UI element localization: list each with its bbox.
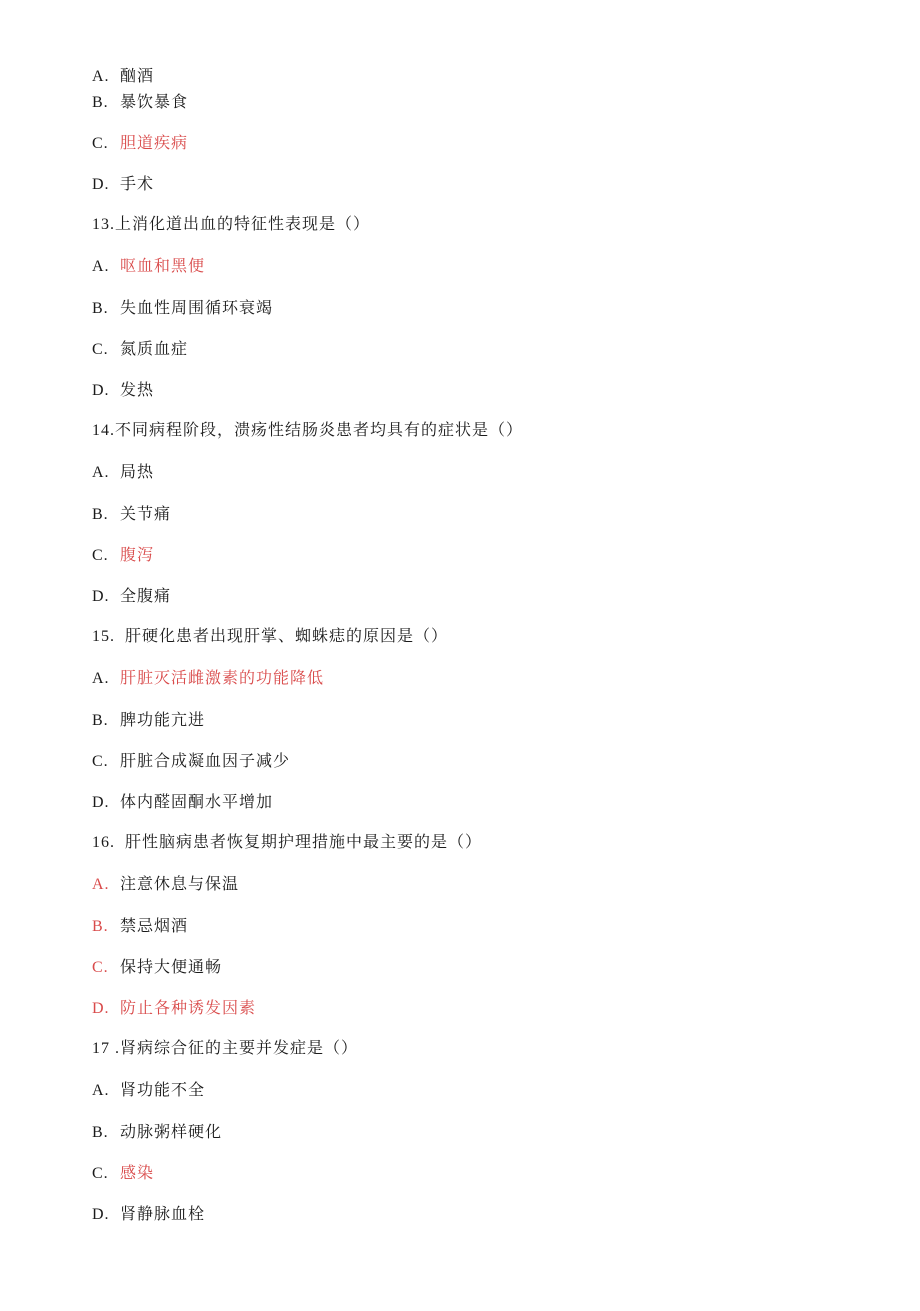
option-text: 动脉粥样硬化	[120, 1122, 223, 1141]
q16-option-a	[92, 874, 239, 895]
q15-option-d	[92, 792, 273, 813]
option-text: 酗酒	[120, 66, 155, 85]
option-label: A.	[92, 258, 110, 275]
option-text: 手术	[120, 174, 155, 193]
option-label: B.	[92, 712, 109, 729]
option-text-answer: 肝脏灭活雌激素的功能降低	[120, 668, 325, 687]
option-label: D.	[92, 382, 110, 399]
q12-option-b	[92, 92, 188, 113]
option-label-answer: C.	[92, 959, 109, 976]
q12-option-d	[92, 174, 154, 195]
option-label: B.	[92, 94, 109, 111]
option-text: 保持大便通畅	[120, 957, 223, 976]
option-text: 体内醛固酮水平增加	[120, 792, 274, 811]
q15-option-c	[92, 751, 290, 772]
option-text: 肝脏合成凝血因子减少	[120, 751, 291, 770]
option-label: B.	[92, 1124, 109, 1141]
q13-option-b	[92, 298, 273, 319]
option-label: C.	[92, 753, 109, 770]
option-text: 脾功能亢进	[120, 710, 206, 729]
option-text-answer: 胆道疾病	[120, 133, 189, 152]
option-text: 全腹痛	[120, 586, 172, 605]
q12-option-a	[92, 66, 154, 87]
option-text-answer: 腹泻	[120, 545, 155, 564]
q13-question: 13.上消化道出血的特征性表现是（）	[92, 216, 371, 233]
option-text: 氮质血症	[120, 339, 189, 358]
q17-option-a	[92, 1080, 205, 1101]
option-label-answer: D.	[92, 1000, 110, 1017]
option-label: A.	[92, 1082, 110, 1099]
q16-option-c	[92, 957, 222, 978]
option-label-answer: B.	[92, 918, 109, 935]
option-text-answer: 防止各种诱发因素	[120, 998, 257, 1017]
q12-option-c	[92, 133, 188, 154]
option-text: 注意休息与保温	[120, 874, 240, 893]
q14-option-a	[92, 462, 154, 483]
option-text: 禁忌烟酒	[120, 916, 189, 935]
option-text: 肾静脉血栓	[120, 1204, 206, 1223]
option-label: D.	[92, 1206, 110, 1223]
q13-option-a	[92, 256, 205, 277]
q16-question: 16. 肝性脑病患者恢复期护理措施中最主要的是（）	[92, 834, 483, 851]
option-text: 肾功能不全	[120, 1080, 206, 1099]
option-label: D.	[92, 794, 110, 811]
q14-question: 14.不同病程阶段，溃疡性结肠炎患者均具有的症状是（）	[92, 422, 524, 439]
option-label: C.	[92, 547, 109, 564]
q14-option-c	[92, 545, 154, 566]
option-text: 失血性周围循环衰竭	[120, 298, 274, 317]
option-label: C.	[92, 341, 109, 358]
option-text: 暴饮暴食	[120, 92, 189, 111]
q15-option-a	[92, 668, 324, 689]
option-label: C.	[92, 1165, 109, 1182]
q16-option-b	[92, 916, 188, 937]
q17-option-d	[92, 1204, 205, 1225]
option-label: C.	[92, 135, 109, 152]
option-label: A.	[92, 68, 110, 85]
option-text: 关节痛	[120, 504, 172, 523]
option-label: B.	[92, 300, 109, 317]
q15-question: 15. 肝硬化患者出现肝掌、蜘蛛痣的原因是（）	[92, 628, 449, 645]
option-label: D.	[92, 176, 110, 193]
option-label: A.	[92, 670, 110, 687]
q14-option-d	[92, 586, 171, 607]
option-label-answer: A.	[92, 876, 110, 893]
option-text-answer: 呕血和黑便	[120, 256, 206, 275]
q16-option-d	[92, 998, 256, 1019]
option-text: 发热	[120, 380, 155, 399]
q13-option-c	[92, 339, 188, 360]
q14-option-b	[92, 504, 171, 525]
option-label: B.	[92, 506, 109, 523]
q17-option-b	[92, 1122, 222, 1143]
q17-question: 17 .肾病综合征的主要并发症是（）	[92, 1040, 359, 1057]
q17-option-c	[92, 1163, 154, 1184]
option-label: D.	[92, 588, 110, 605]
option-text-answer: 感染	[120, 1163, 155, 1182]
q15-option-b	[92, 710, 205, 731]
option-label: A.	[92, 464, 110, 481]
q13-option-d	[92, 380, 154, 401]
option-text: 局热	[120, 462, 155, 481]
